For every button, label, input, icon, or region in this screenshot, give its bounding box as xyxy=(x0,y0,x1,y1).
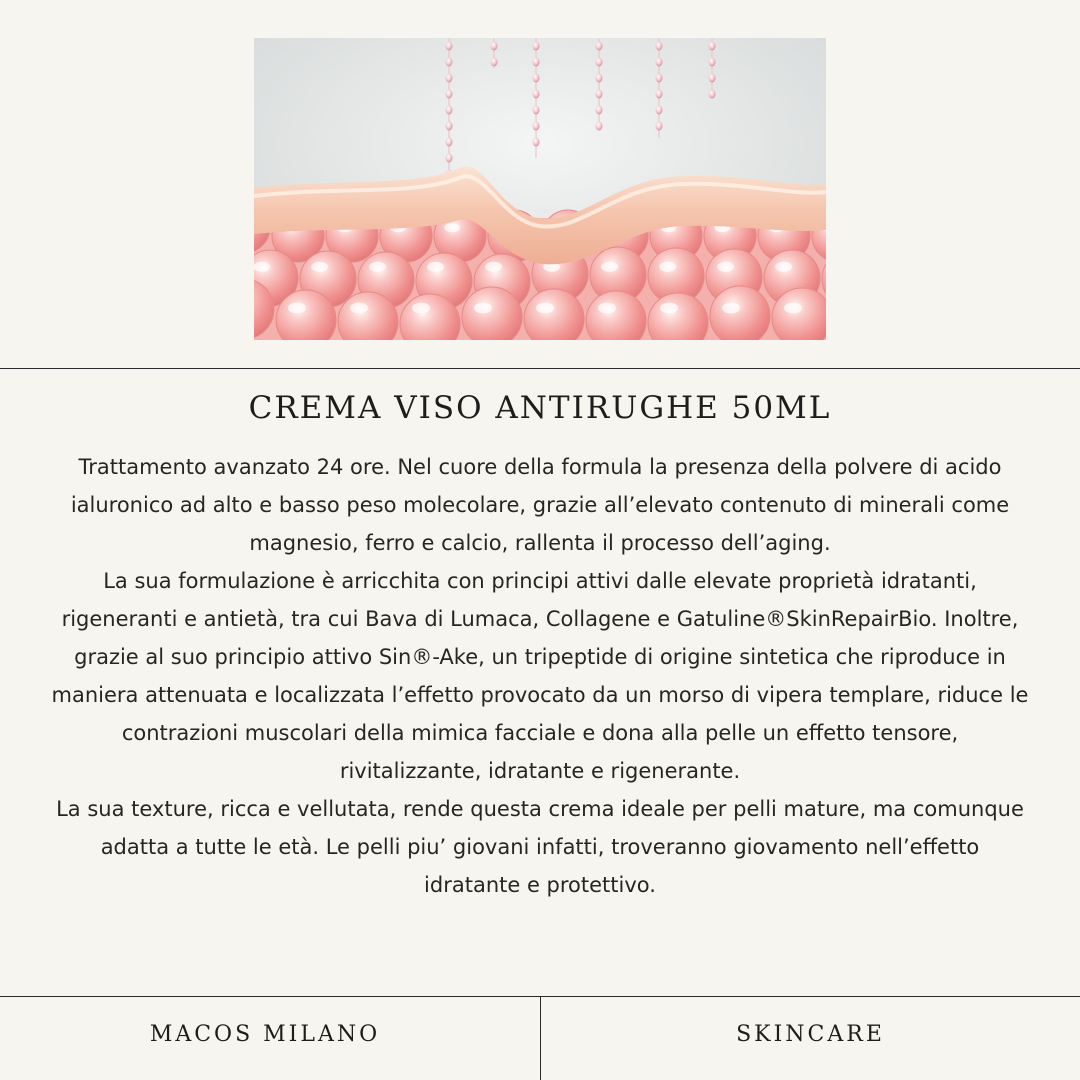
description-paragraph-3: La sua texture, ricca e vellutata, rende questa crema ideale per pelli mature, ma comunque adatta a tutte le età. Le pelli piu’ giovani infatti, troveranno giovamento nell’effetto idratante e protettivo. xyxy=(56,797,1024,897)
hero-image xyxy=(254,38,826,340)
skin-cells-illustration-icon xyxy=(254,38,826,340)
brand-name: MACOS MILANO xyxy=(149,1022,381,1047)
description-paragraph-2: La sua formulazione è arricchita con principi attivi dalle elevate proprietà idratanti, rigeneranti e antietà, tra cui Bava di Lumaca, Collagene e Gatuline®SkinRepairBio. Inoltre, grazie al suo principio attivo Sin®-Ake, un tripeptide di origine sintetica che riproduce in maniera attenuata e localizzata l’effetto provocato da un morso di vipera templare, riduce le contrazioni muscolari della mimica facciale e dona alla pelle un effetto tensore, rivitalizzante, idratante e rigenerante. xyxy=(51,569,1029,783)
description-paragraph-1: Trattamento avanzato 24 ore. Nel cuore della formula la presenza della polvere di acido ialuronico ad alto e basso peso molecolare, grazie all’elevato contenuto di minerali come magnesio, ferro e calcio, rallenta il processo dell’aging. xyxy=(70,455,1010,555)
product-title: CREMA VISO ANTIRUGHE 50ML xyxy=(248,390,832,426)
top-divider xyxy=(0,368,1080,369)
product-description xyxy=(50,448,1030,904)
category-label: SKINCARE xyxy=(736,1022,885,1047)
